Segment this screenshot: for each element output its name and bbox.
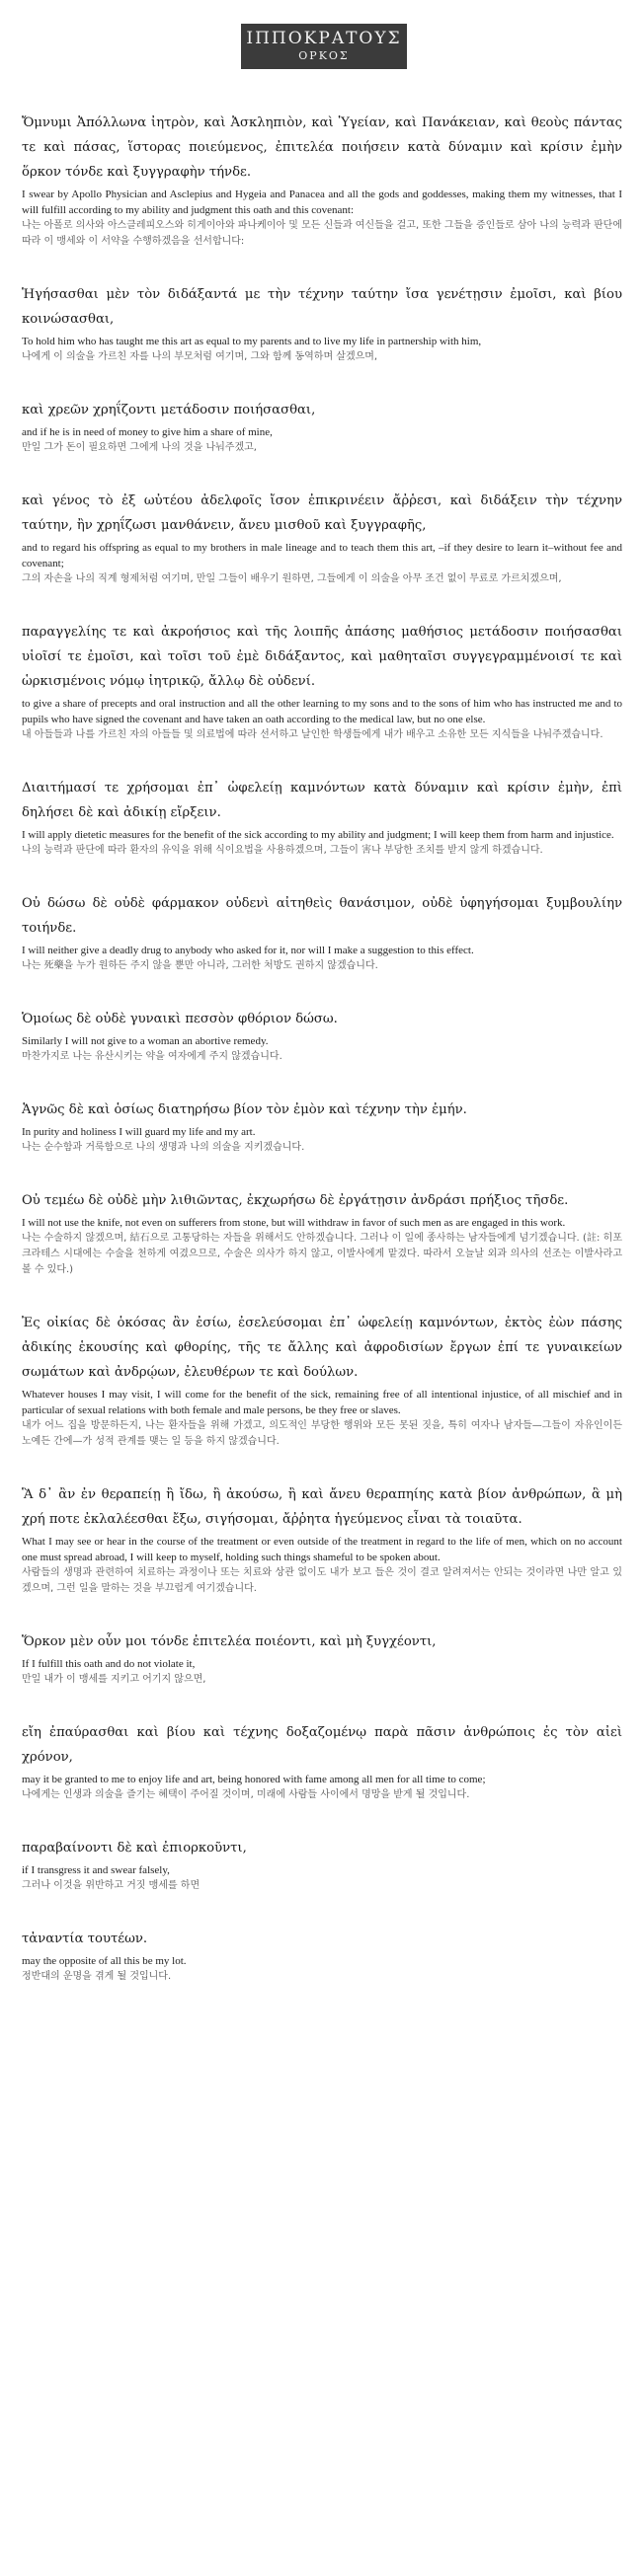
english-translation: Whatever houses I may visit, I will come for the benefit of the sick, remaining free of all intentional injustice, of all mischief and in particular of sexual relations with both female and male persons, be they free or slaves. bbox=[22, 1389, 622, 1416]
english-translation: may the opposite of all this be my lot. bbox=[22, 1955, 187, 1967]
greek-text: Ἃ δ᾽ ἂν ἐν θεραπείῃ ἢ ἴδω, ἢ ἀκούσω, ἢ καὶ ἄνευ θεραπηίης κατὰ βίον ἀνθρώπων, ἃ μὴ χρή ποτε ἐκλαλέεσθαι ἔξω, σιγήσομαι, ἄῤῥητα ἡγεύμενος εἶναι τὰ τοιαῦτα. bbox=[22, 1487, 622, 1527]
english-translation: and to regard his offspring as equal to my brothers in male lineage and to teach them this art, –if they desire to learn it–without fee and covenant; bbox=[22, 542, 622, 569]
greek-text: παραβαίνοντι δὲ καὶ ἐπιορκοῦντι, bbox=[22, 1841, 247, 1856]
korean-translation: 마찬가지로 나는 유산시키는 약을 여자에게 주지 않겠습니다. bbox=[22, 1051, 282, 1062]
greek-text: Ὁμοίως δὲ οὐδὲ γυναικὶ πεσσὸν φθόριον δώσω. bbox=[22, 1012, 338, 1026]
oath-section bbox=[22, 776, 622, 859]
oath-section bbox=[22, 489, 622, 587]
korean-translation: 만일 내가 이 맹세를 지키고 어기지 않으면, bbox=[22, 1674, 206, 1685]
oath-section bbox=[22, 1927, 622, 1985]
english-translation: I will not use the knife, not even on sufferers from stone, but will withdraw in favor of such men as are engaged in this work. bbox=[22, 1217, 566, 1229]
korean-translation: 나는 순수함과 거룩함으로 나의 생명과 나의 의술을 지키겠습니다. bbox=[22, 1142, 305, 1153]
korean-translation: 나에게는 인생과 의술을 즐기는 혜택이 주어질 것이며, 미래에 사람들 사이에서 명망을 받게 될 것입니다. bbox=[22, 1789, 470, 1800]
english-translation: I will neither give a deadly drug to anybody who asked for it, nor will I make a suggestion to this effect. bbox=[22, 945, 474, 956]
korean-translation: 내 아들들과 나를 가르친 자의 아들들 및 의료법에 따라 선서하고 날인한 학생들에게 내가 배우고 소유한 모든 지식들을 나눠주겠습니다. bbox=[22, 729, 603, 740]
greek-text: Οὐ τεμέω δὲ οὐδὲ μὴν λιθιῶντας, ἐκχωρήσω δὲ ἐργάτῃσιν ἀνδράσι πρήξιος τῆσδε. bbox=[22, 1193, 569, 1208]
title-banner bbox=[241, 24, 407, 69]
greek-text: Ἁγνῶς δὲ καὶ ὁσίως διατηρήσω βίον τὸν ἐμὸν καὶ τέχνην τὴν ἐμήν. bbox=[22, 1102, 467, 1117]
korean-translation: 정반대의 운명을 겪게 될 것입니다. bbox=[22, 1971, 172, 1982]
english-translation: Similarly I will not give to a woman an abortive remedy. bbox=[22, 1035, 269, 1047]
oath-section bbox=[22, 282, 622, 365]
oath-section bbox=[22, 398, 622, 456]
oath-section bbox=[22, 1629, 622, 1688]
greek-text: Ὅρκον μὲν οὖν μοι τόνδε ἐπιτελέα ποιέοντι, καὶ μὴ ξυγχέοντι, bbox=[22, 1634, 437, 1649]
english-translation: I swear by Apollo Physician and Asclepius and Hygeia and Panacea and all the gods and goddesses, making them my witnesses, that I will fulfill according to my ability and judgment this oath and this covenant: bbox=[22, 189, 622, 216]
korean-translation: 내가 어느 집을 방문하든지, 나는 환자들을 위해 가겠고, 의도적인 부당한 행위와 모든 못된 짓을, 특히 여자나 남자들—그들이 자유인이든 노예든 간에—가 성적 관계를 맺는 일 등을 하지 않겠습니다. bbox=[22, 1420, 622, 1447]
greek-text: Οὐ δώσω δὲ οὐδὲ φάρμακον οὐδενὶ αἰτηθεὶς θανάσιμον, οὐδὲ ὑφηγήσομαι ξυμβουλίην τοιήνδε. bbox=[22, 896, 622, 936]
oath-section bbox=[22, 891, 622, 974]
greek-text: παραγγελίης τε καὶ ἀκροήσιος καὶ τῆς λοιπῆς ἁπάσης μαθήσιος μετάδοσιν ποιήσασθαι υἱοῖσί τε ἐμοῖσι, καὶ τοῖσι τοῦ ἐμὲ διδάξαντος, καὶ μαθηταῖσι συγγεγραμμένοισί τε καὶ ὡρκισμένοις νόμῳ ἰητρικῷ, ἄλλῳ δὲ οὐδενί. bbox=[22, 625, 622, 689]
korean-translation: 그러나 이것을 위반하고 거짓 맹세를 하면 bbox=[22, 1880, 201, 1891]
english-translation: In purity and holiness I will guard my life and my art. bbox=[22, 1126, 256, 1138]
oath-section bbox=[22, 620, 622, 743]
english-translation: If I fulfill this oath and do not violate it, bbox=[22, 1658, 196, 1670]
korean-translation: 나의 능력과 판단에 따라 환자의 유익을 위해 식이요법을 사용하겠으며, 그들이 害나 부당한 조치를 받지 않게 하겠습니다. bbox=[22, 845, 543, 856]
oath-section bbox=[22, 1311, 622, 1450]
korean-translation: 나는 死藥을 누가 원하든 주지 않을 뿐만 아니라, 그러한 처방도 권하지 않겠습니다. bbox=[22, 960, 378, 971]
page-title: ΙΠΠΟΚΡΑΤΟΥΣ bbox=[246, 29, 402, 48]
korean-translation: 나는 수술하지 않겠으며, 結石으로 고통당하는 자들을 위해서도 안하겠습니다. 그러나 이 일에 종사하는 남자들에게 넘기겠습니다. (註: 히포크라테스 시대에는 수술을 천하게 여겼으므로, 수술은 의사가 하지 않고, 이발사에게 맡겼다. 따라서 오늘날 외과 의사의 선조는 이발사라고 볼 수 있다.) bbox=[22, 1233, 622, 1275]
oath-section bbox=[22, 1720, 622, 1803]
greek-text: Ὄμνυμι Ἀπόλλωνα ἰητρὸν, καὶ Ἀσκληπιὸν, καὶ Ὑγείαν, καὶ Πανάκειαν, καὶ θεοὺς πάντας τε καὶ πάσας, ἵστορας ποιεύμενος, ἐπιτελέα ποιήσειν κατὰ δύναμιν καὶ κρίσιν ἐμὴν ὅρκον τόνδε καὶ ξυγγραφὴν τήνδε. bbox=[22, 115, 622, 180]
korean-translation: 만일 그가 돈이 필요하면 그에게 나의 것을 나눠주겠고, bbox=[22, 442, 257, 453]
oath-section bbox=[22, 1188, 622, 1278]
oath-section bbox=[22, 1098, 622, 1156]
greek-text: καὶ χρεῶν χρηΐζοντι μετάδοσιν ποιήσασθαι, bbox=[22, 403, 316, 417]
english-translation: I will apply dietetic measures for the benefit of the sick according to my ability and judgment; I will keep them from harm and injustice. bbox=[22, 829, 614, 841]
greek-text: Διαιτήμασί τε χρήσομαι ἐπ᾽ ὠφελείῃ καμνόντων κατὰ δύναμιν καὶ κρίσιν ἐμὴν, ἐπὶ δηλήσει δὲ καὶ ἀδικίῃ εἴρξειν. bbox=[22, 781, 622, 820]
english-translation: to give a share of precepts and oral instruction and all the other learning to my sons and to the sons of him who has instructed me and to pupils who have signed the covenant and have taken an oath according to the medical law, but no one else. bbox=[22, 698, 622, 725]
page-subtitle: ΟΡΚΟΣ bbox=[298, 49, 350, 62]
english-translation: if I transgress it and swear falsely, bbox=[22, 1864, 170, 1876]
oath-content bbox=[22, 111, 622, 2017]
korean-translation: 그의 자손을 나의 직계 형제처럼 여기며, 만일 그들이 배우기 원하면, 그들에게 이 의술을 아무 조건 없이 무료로 가르치겠으며, bbox=[22, 573, 562, 584]
english-translation: and if he is in need of money to give him a share of mine, bbox=[22, 426, 273, 438]
oath-section bbox=[22, 1007, 622, 1065]
oath-section bbox=[22, 111, 622, 250]
oath-section bbox=[22, 1836, 622, 1894]
greek-text: Ἡγήσασθαι μὲν τὸν διδάξαντά με τὴν τέχνην ταύτην ἴσα γενέτῃσιν ἐμοῖσι, καὶ βίου κοινώσασθαι, bbox=[22, 287, 622, 327]
english-translation: may it be granted to me to enjoy life and art, being honored with fame among all men for all time to come; bbox=[22, 1774, 486, 1785]
english-translation: To hold him who has taught me this art as equal to my parents and to live my life in partnership with him, bbox=[22, 336, 482, 347]
greek-text: εἴη ἐπαύρασθαι καὶ βίου καὶ τέχνης δοξαζομένῳ παρὰ πᾶσιν ἀνθρώποις ἐς τὸν αἰεὶ χρόνον, bbox=[22, 1725, 622, 1765]
english-translation: What I may see or hear in the course of the treatment or even outside of the treatment in regard to the life of men, which on no account one must spread abroad, I will keep to myself, holding such things shameful to be spoken about. bbox=[22, 1536, 622, 1563]
oath-section bbox=[22, 1482, 622, 1597]
greek-text: τἀναντία τουτέων. bbox=[22, 1932, 148, 1946]
korean-translation: 사람들의 생명과 관련하여 치료하는 과정이나 또는 치료와 상관 없이도 내가 보고 들은 것이 결코 알려져서는 안되는 것이라면 나만 알고 있겠으며, 그런 일을 말하는 것을 부끄럽게 여기겠습니다. bbox=[22, 1567, 622, 1594]
greek-text: καὶ γένος τὸ ἐξ ωὐτέου ἀδελφοῖς ἴσον ἐπικρινέειν ἄῤῥεσι, καὶ διδάξειν τὴν τέχνην ταύτην, ἢν χρηΐζωσι μανθάνειν, ἄνευ μισθοῦ καὶ ξυγγραφῆς, bbox=[22, 493, 622, 533]
korean-translation: 나에게 이 의술을 가르친 자를 나의 부모처럼 여기며, 그와 함께 동역하며 살겠으며, bbox=[22, 351, 378, 362]
greek-text: Ἐς οἰκίας δὲ ὁκόσας ἂν ἐσίω, ἐσελεύσομαι ἐπ᾽ ὠφελείῃ καμνόντων, ἐκτὸς ἐὼν πάσης ἀδικίης ἑκουσίης καὶ φθορίης, τῆς τε ἄλλης καὶ ἀφροδισίων ἔργων ἐπί τε γυναικείων σωμάτων καὶ ἀνδρῴων, ἐλευθέρων τε καὶ δούλων. bbox=[22, 1316, 622, 1380]
korean-translation: 나는 아폴로 의사와 아스클레피오스와 히게이아와 파나케이아 및 모든 신들과 여신들을 걸고, 또한 그들을 증인들로 삼아 나의 능력과 판단에 따라 이 맹세와 이 서약을 수행하겠음을 선서합니다: bbox=[22, 220, 622, 247]
